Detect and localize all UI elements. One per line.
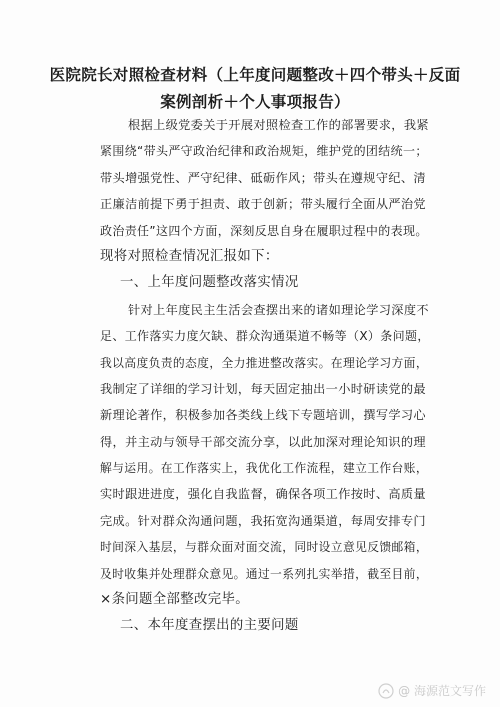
- paragraph-line: 紧围绕“带头严守政治纪律和政治规矩，维护党的团结统一；: [100, 144, 428, 159]
- watermark: [378, 682, 486, 699]
- title-line-2: 案例剖析＋个人事项报告）: [160, 93, 350, 111]
- paragraph-line: 解与运用。在工作落实上，我优化工作流程，建立工作台账，: [100, 461, 428, 476]
- paragraph-line: 针对上年度民主生活会查摆出来的诸如理论学习深度不: [128, 302, 429, 317]
- paragraph-line: 得，并主动与领导干部交流分享，以此加深对理论知识的理: [100, 434, 426, 449]
- paragraph-line: 时间深入基层，与群众面对面交流，同时设立意见反馈邮箱，: [100, 540, 428, 555]
- document-title: [40, 62, 470, 116]
- paragraph-line: 及时收集并处理群众意见。通过一系列扎实举措，截至目前，: [100, 566, 428, 581]
- paragraph-line: 政治责任”这四个方面，深刻反思自身在履职过程中的表现。: [100, 223, 428, 238]
- title-line-1: 医院院长对照检查材料（上年度问题整改＋四个带头＋反面: [49, 66, 461, 84]
- paragraph-line: 完成。针对群众沟通问题，我拓宽沟通渠道，每周安排专门: [100, 513, 426, 528]
- paragraph-line: ×条问题全部整改完毕。: [100, 592, 249, 608]
- watermark-logo-icon: [378, 683, 394, 699]
- section-heading: 一、上年度问题整改落实情况: [120, 275, 299, 291]
- watermark-text: @ 海源范文写作: [398, 684, 486, 698]
- document-body: [100, 112, 430, 640]
- paragraph-line: 足、工作落实力度欠缺、群众沟通渠道不畅等（X）条问题，: [100, 329, 430, 344]
- section-heading: 二、本年度查摆出的主要问题: [120, 618, 299, 634]
- paragraph-line: 我以高度负责的态度，全力推进整改落实。在理论学习方面，: [100, 355, 428, 370]
- paragraph-line: 新理论著作，积极参加各类线上线下专题培训，撰写学习心: [100, 408, 426, 423]
- paragraph-line: 实时跟进进度，强化自我监督，确保各项工作按时、高质量: [100, 487, 426, 502]
- paragraph-line: 带头增强党性、严守纪律、砥砺作风；带头在遵规守纪、清: [100, 170, 426, 185]
- paragraph-line: 现将对照检查情况汇报如下：: [100, 248, 279, 264]
- paragraph-line: 正廉洁前提下勇于担责、敢于创新；带头履行全面从严治党: [100, 197, 426, 212]
- paragraph-line: 根据上级党委关于开展对照检查工作的部署要求，我紧: [128, 118, 429, 132]
- paragraph-line: 我制定了详细的学习计划，每天固定抽出一小时研读党的最: [100, 381, 426, 396]
